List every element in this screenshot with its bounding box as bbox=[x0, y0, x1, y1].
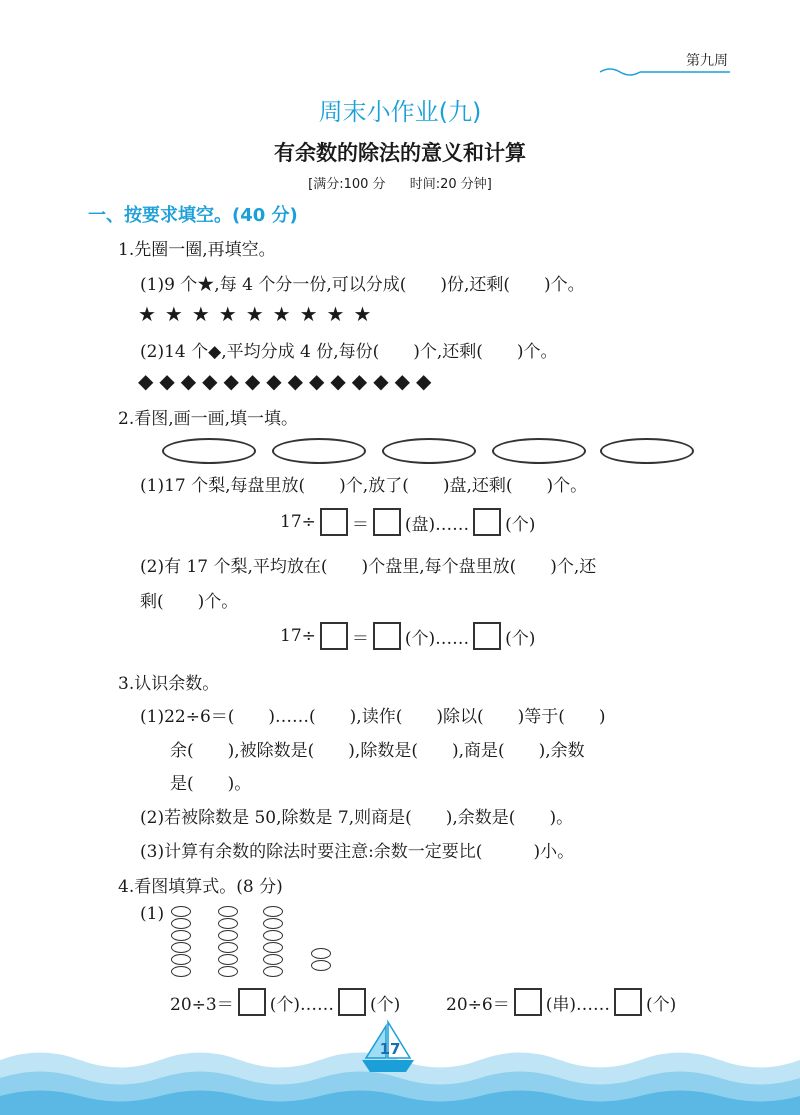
answer-box[interactable] bbox=[514, 988, 542, 1016]
header-wave-decoration bbox=[600, 66, 730, 76]
page-subtitle: 有余数的除法的意义和计算 bbox=[274, 141, 526, 165]
full-score: [满分:100 分 bbox=[308, 177, 386, 192]
eq-unit-items: (个) bbox=[505, 628, 536, 649]
plate bbox=[600, 438, 694, 464]
bead-remainder bbox=[311, 948, 331, 972]
plate bbox=[162, 438, 256, 464]
diamond-row: ◆◆◆◆◆◆◆◆◆◆◆◆◆◆ bbox=[138, 369, 438, 393]
q3-part1-line1: (1)22÷6＝( )……( ),读作( )除以( )等于( ) bbox=[140, 707, 606, 727]
bead-string bbox=[171, 906, 191, 978]
answer-box[interactable] bbox=[338, 988, 366, 1016]
answer-box[interactable] bbox=[614, 988, 642, 1016]
q4-title: 4.看图填算式。(8 分) bbox=[118, 877, 283, 897]
q2-part2-line2: 剩( )个。 bbox=[140, 592, 239, 612]
week-label: 第九周 bbox=[686, 53, 728, 69]
q3-part1-line2: 余( ),被除数是( ),除数是( ),商是( ),余数 bbox=[170, 741, 585, 761]
q4-equation-2 bbox=[446, 988, 676, 1016]
page-title: 周末小作业(九) bbox=[318, 98, 482, 126]
q4-part-label: (1) bbox=[140, 904, 165, 924]
q2-title: 2.看图,画一画,填一填。 bbox=[118, 409, 299, 429]
q2-equation-1 bbox=[280, 508, 535, 536]
eq-unit-items: (个) bbox=[369, 994, 401, 1015]
eq-unit-items: (个)…… bbox=[269, 994, 334, 1015]
answer-box[interactable] bbox=[238, 988, 266, 1016]
q2-part2-line1: (2)有 17 个梨,平均放在( )个盘里,每个盘里放( )个,还 bbox=[140, 557, 597, 577]
eq-unit-items: (个) bbox=[645, 994, 677, 1015]
page-number: 17 bbox=[379, 1040, 401, 1058]
eq-equals: ＝ bbox=[351, 628, 369, 649]
bead-string bbox=[218, 906, 238, 978]
plate bbox=[272, 438, 366, 464]
eq-dividend: 17÷ bbox=[280, 626, 316, 646]
eq-expression: 20÷3＝ bbox=[170, 994, 234, 1015]
q1-title: 1.先圈一圈,再填空。 bbox=[118, 240, 276, 260]
answer-box[interactable] bbox=[473, 508, 501, 536]
q4-equation-1 bbox=[170, 988, 400, 1016]
eq-unit-items: (个) bbox=[505, 514, 536, 535]
eq-equals: ＝ bbox=[351, 514, 369, 535]
time-limit: 时间:20 分钟] bbox=[409, 177, 492, 192]
eq-dividend: 17÷ bbox=[280, 512, 316, 532]
bead-string bbox=[263, 906, 283, 978]
q1-part1: (1)9 个★,每 4 个分一份,可以分成( )份,还剩( )个。 bbox=[140, 275, 585, 295]
section-heading: 一、按要求填空。(40 分) bbox=[88, 205, 298, 226]
q1-part2: (2)14 个◆,平均分成 4 份,每份( )个,还剩( )个。 bbox=[140, 342, 558, 362]
eq-expression: 20÷6＝ bbox=[446, 994, 510, 1015]
eq-unit-items: (个)…… bbox=[404, 628, 470, 649]
eq-unit-strings: (串)…… bbox=[545, 994, 610, 1015]
q3-title: 3.认识余数。 bbox=[118, 674, 220, 694]
q2-equation-2 bbox=[280, 622, 535, 650]
answer-box[interactable] bbox=[373, 508, 401, 536]
q3-part1-line3: 是( )。 bbox=[170, 774, 252, 794]
answer-box[interactable] bbox=[320, 622, 348, 650]
score-time-info bbox=[0, 173, 800, 192]
answer-box[interactable] bbox=[473, 622, 501, 650]
plate bbox=[382, 438, 476, 464]
star-row: ★★★★★★★★★ bbox=[138, 302, 381, 326]
answer-box[interactable] bbox=[373, 622, 401, 650]
q3-part3: (3)计算有余数的除法时要注意:余数一定要比( )小。 bbox=[140, 842, 575, 862]
plate bbox=[492, 438, 586, 464]
q2-part1: (1)17 个梨,每盘里放( )个,放了( )盘,还剩( )个。 bbox=[140, 476, 588, 496]
answer-box[interactable] bbox=[320, 508, 348, 536]
q3-part2: (2)若被除数是 50,除数是 7,则商是( ),余数是( )。 bbox=[140, 808, 574, 828]
eq-unit-plates: (盘)…… bbox=[404, 514, 470, 535]
